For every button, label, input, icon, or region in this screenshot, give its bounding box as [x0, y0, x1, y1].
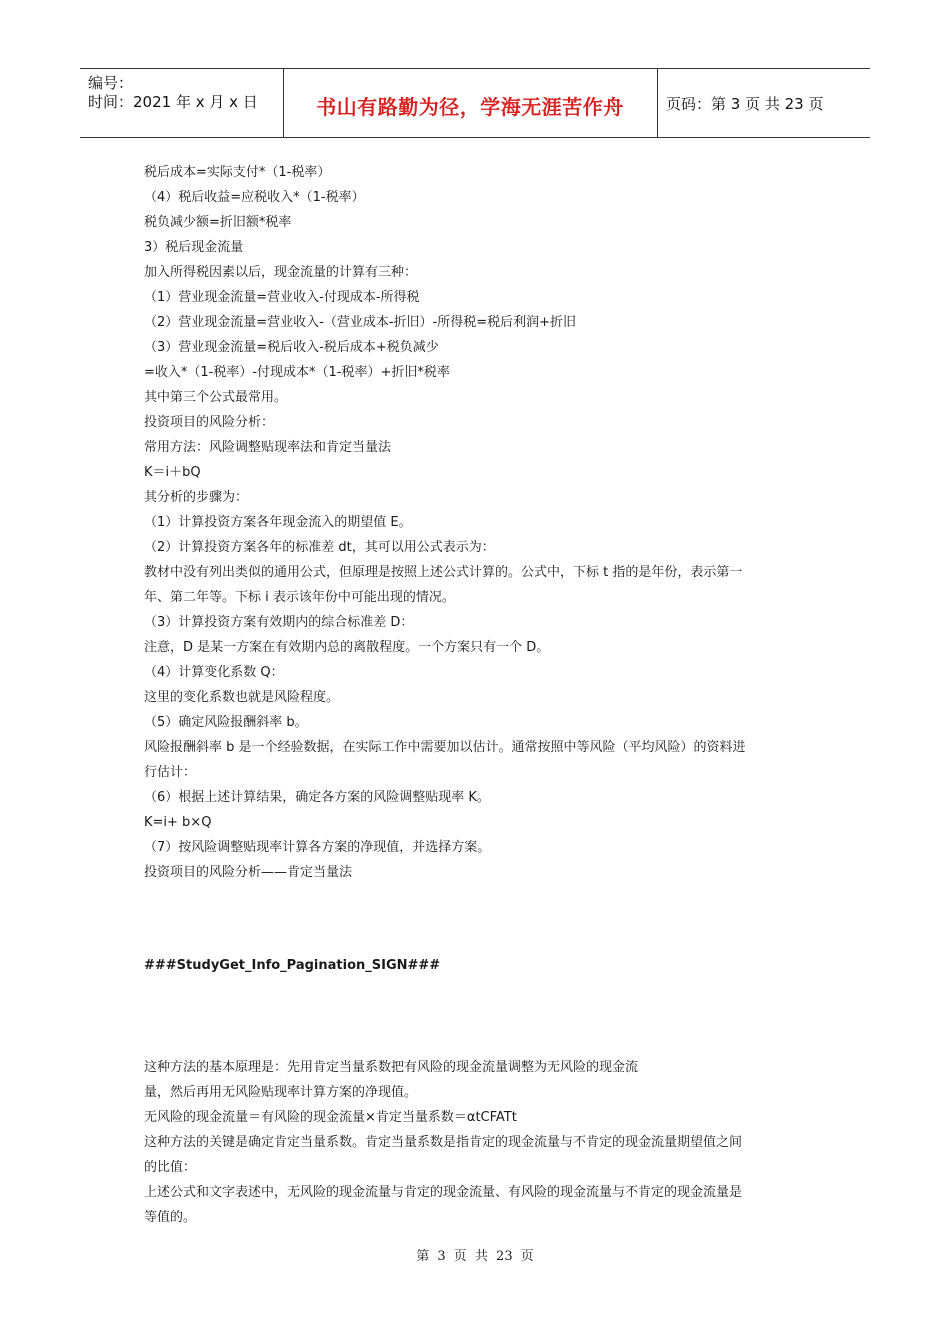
body-line: 等值的。: [144, 1210, 197, 1225]
body-text-section-2: [144, 1055, 808, 1230]
body-line: 这种方法的基本原理是：先用肯定当量系数把有风险的现金流量调整为无风险的现金流: [144, 1060, 639, 1075]
body-line: 其分析的步骤为：: [144, 490, 249, 505]
header-left-cell: [80, 69, 284, 137]
body-line: 年、第二年等。下标 i 表示该年份中可能出现的情况。: [144, 590, 455, 605]
body-line: （5）确定风险报酬斜率 b。: [144, 715, 308, 730]
body-line: 3）税后现金流量: [144, 240, 244, 255]
body-line: 无风险的现金流量＝有风险的现金流量×肯定当量系数＝αtCFATt: [144, 1110, 517, 1125]
body-line: =收入*（1-税率）-付现成本*（1-税率）+折旧*税率: [144, 365, 450, 380]
body-line: 投资项目的风险分析：: [144, 415, 275, 430]
document-time: 时间：2021 年 x 月 x 日: [88, 93, 258, 111]
body-line: （3）计算投资方案有效期内的综合标准差 D：: [144, 615, 414, 630]
body-line: 税负减少额=折旧额*税率: [144, 215, 292, 230]
body-line: 投资项目的风险分析——肯定当量法: [144, 865, 353, 880]
page-header: [80, 68, 870, 138]
body-line: （2）营业现金流量=营业收入-（营业成本-折旧）-所得税=税后利润+折旧: [144, 315, 577, 330]
body-line: （7）按风险调整贴现率计算各方案的净现值，并选择方案。: [144, 840, 491, 855]
body-line: 税后成本=实际支付*（1-税率）: [144, 165, 331, 180]
body-line: K＝i＋bQ: [144, 465, 201, 480]
body-line: 量，然后再用无风险贴现率计算方案的净现值。: [144, 1085, 418, 1100]
pagination-sign: ###StudyGet_Info_Pagination_SIGN###: [144, 958, 441, 973]
body-line: （1）营业现金流量=营业收入-付现成本-所得税: [144, 290, 420, 305]
body-line: （3）营业现金流量=税后收入-税后成本+税负减少: [144, 340, 439, 355]
body-line: K=i+ b×Q: [144, 815, 212, 830]
body-text-section-1: [144, 160, 808, 885]
body-line: 加入所得税因素以后，现金流量的计算有三种：: [144, 265, 418, 280]
document-number-label: 编号：: [88, 74, 134, 92]
body-line: 教材中没有列出类似的通用公式，但原理是按照上述公式计算的。公式中，下标 t 指的是年份，表示第一: [144, 565, 743, 580]
body-line: （4）税后收益=应税收入*（1-税率）: [144, 190, 365, 205]
body-line: （4）计算变化系数 Q：: [144, 665, 284, 680]
body-line: 这里的变化系数也就是风险程度。: [144, 690, 340, 705]
body-line: 这种方法的关键是确定肯定当量系数。肯定当量系数是指肯定的现金流量与不肯定的现金流量期望值之间: [144, 1135, 743, 1150]
body-line: （1）计算投资方案各年现金流入的期望值 E。: [144, 515, 412, 530]
body-line: 注意，D 是某一方案在有效期内总的离散程度。一个方案只有一个 D。: [144, 640, 550, 655]
header-page-info: 页码：第 3 页 共 23 页: [666, 95, 824, 113]
body-line: 常用方法：风险调整贴现率法和肯定当量法: [144, 440, 392, 455]
page-footer: 第 3 页 共 23 页: [416, 1249, 534, 1264]
header-right-cell: [658, 69, 870, 137]
header-motto: 书山有路勤为径，学海无涯苦作舟: [316, 95, 624, 119]
body-line: 风险报酬斜率 b 是一个经验数据，在实际工作中需要加以估计。通常按照中等风险（平均风险）的资料进: [144, 740, 746, 755]
body-line: （6）根据上述计算结果，确定各方案的风险调整贴现率 K。: [144, 790, 490, 805]
body-line: 行估计：: [144, 765, 197, 780]
body-line: 其中第三个公式最常用。: [144, 390, 288, 405]
header-middle-cell: [283, 69, 658, 137]
body-line: 上述公式和文字表述中，无风险的现金流量与肯定的现金流量、有风险的现金流量与不肯定的现金流量是: [144, 1185, 743, 1200]
body-line: （2）计算投资方案各年的标准差 dt，其可以用公式表示为：: [144, 540, 495, 555]
body-line: 的比值：: [144, 1160, 197, 1175]
